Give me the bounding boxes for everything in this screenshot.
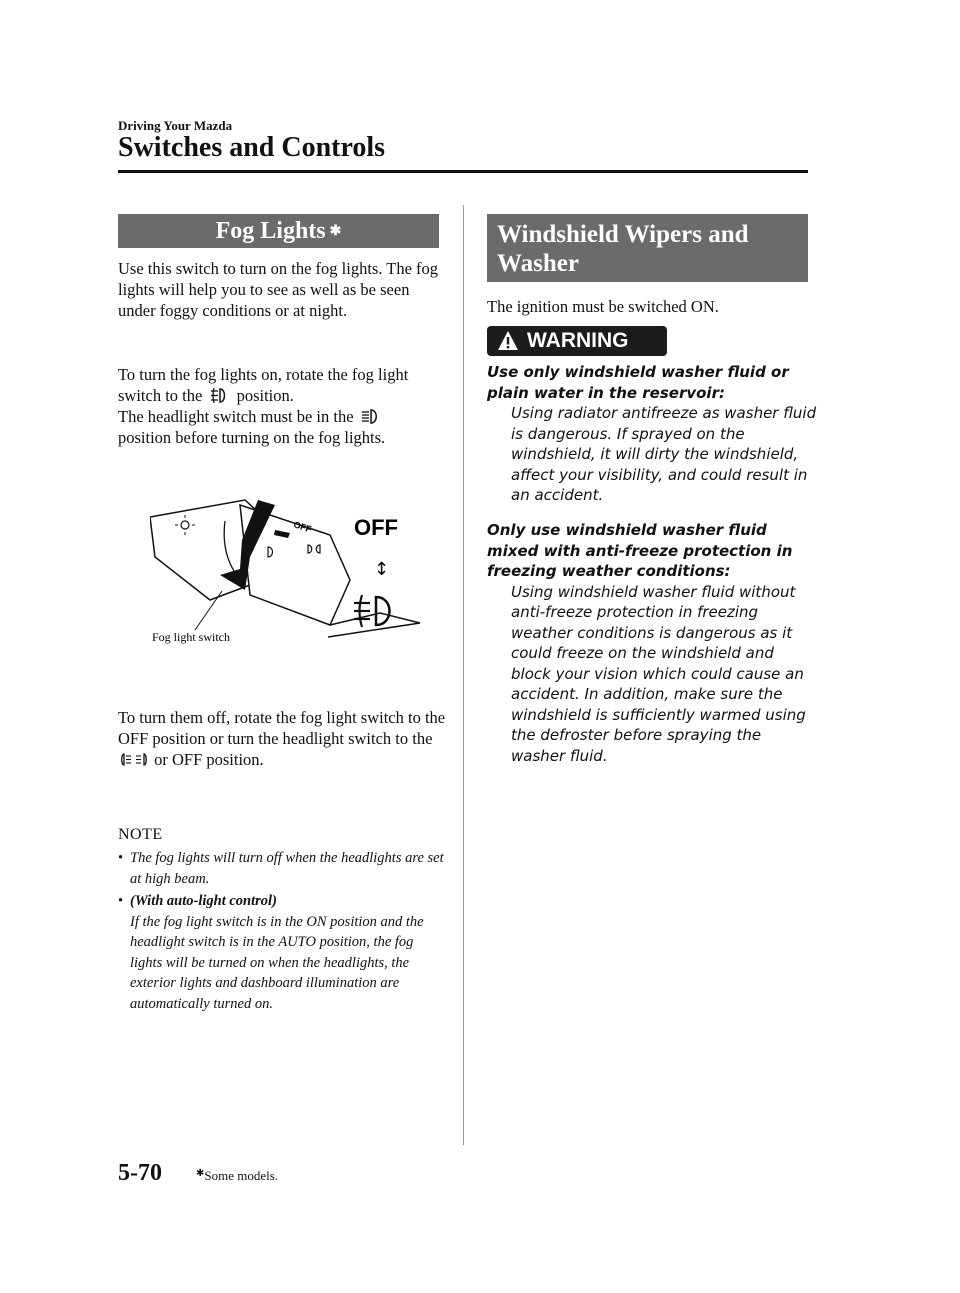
warning-body: Using radiator antifreeze as washer fluid is dangerous. If sprayed on the windshield, it will dirty the windshield, affect your visibility, and could result in an accident. [511, 404, 817, 504]
warning-badge [487, 326, 667, 356]
warning-block-1 [487, 362, 817, 506]
footer-note-text: Some models. [204, 1168, 279, 1183]
fog-on-text-d: position before turning on the fog lights. [118, 428, 386, 447]
fog-off-paragraph [118, 707, 448, 770]
fog-on-paragraph [118, 364, 448, 448]
fog-light-icon [209, 387, 229, 404]
ring-off-label: OFF [292, 519, 313, 535]
switch-arrow: ↕ [374, 559, 390, 580]
bullet-icon: • [118, 850, 124, 866]
parking-lights-icon [121, 751, 147, 768]
header-rule [118, 170, 808, 173]
off-label: OFF [354, 515, 398, 540]
note-title: NOTE [118, 826, 163, 843]
fog-off-text-b: or OFF position. [154, 750, 264, 769]
fog-on-text-b: position. [236, 386, 294, 405]
some-models-mark: ✱ [329, 223, 342, 239]
warning-icon [497, 330, 519, 352]
fog-on-text-a: To turn the fog lights on, rotate the fog light switch to the [118, 365, 409, 405]
fog-off-text-a: To turn them off, rotate the fog light switch to the OFF position or turn the headlight switch to the [118, 708, 446, 748]
note-item-text: If the fog light switch is in the ON position and the headlight switch is in the AUTO position, the fog lights will be turned on when the headlights, the exterior lights and dashboard illumination are automatically turned on. [130, 913, 424, 1012]
warning-heading: Use only windshield washer fluid or plain water in the reservoir: [487, 363, 789, 402]
fog-lights-heading-text: Fog Lights [215, 217, 326, 244]
stalk-arm [328, 613, 420, 637]
note-item [118, 848, 448, 889]
chapter-kicker: Driving Your Mazda [118, 118, 233, 133]
note-list [118, 848, 448, 1016]
column-divider [463, 205, 464, 1145]
footer-mark: ✱ [196, 1168, 205, 1179]
bullet-icon: • [118, 893, 124, 909]
fog-switch-diagram [150, 495, 430, 650]
wipers-heading: Windshield Wipers and Washer [487, 214, 808, 282]
warning-body: Using windshield washer fluid without anti-freeze protection in freezing weather conditions is dangerous as it could freeze on the windshield and block your vision which could cause an accident. In addition, make sure the windshield is sufficiently warmed using the defroster before spraying the washer fluid. [511, 582, 806, 765]
fog-light-switch-label: Fog light switch [152, 630, 231, 644]
fog-on-text-c: The headlight switch must be in the [118, 407, 354, 426]
warning-label: WARNING [527, 329, 629, 352]
section-title: Switches and Controls [118, 132, 386, 163]
fog-intro-paragraph: Use this switch to turn on the fog lights. The fog lights will help you to see as well as be seen under foggy conditions or at night. [118, 259, 439, 320]
fog-lights-heading [118, 214, 439, 248]
warning-heading: Only use windshield washer fluid mixed with anti-freeze protection in freezing weather conditions: [487, 521, 793, 580]
warning-block-2 [487, 520, 817, 766]
footer-note [196, 1168, 278, 1184]
page-number: 5-70 [118, 1160, 162, 1186]
note-item [118, 891, 448, 1014]
wipers-intro: The ignition must be switched ON. [487, 297, 719, 316]
large-fog-light-icon [354, 595, 390, 627]
note-item-text: The fog lights will turn off when the headlights are set at high beam. [130, 850, 444, 887]
note-item-bold: (With auto-light control) [130, 893, 277, 909]
headlight-icon [361, 408, 381, 425]
